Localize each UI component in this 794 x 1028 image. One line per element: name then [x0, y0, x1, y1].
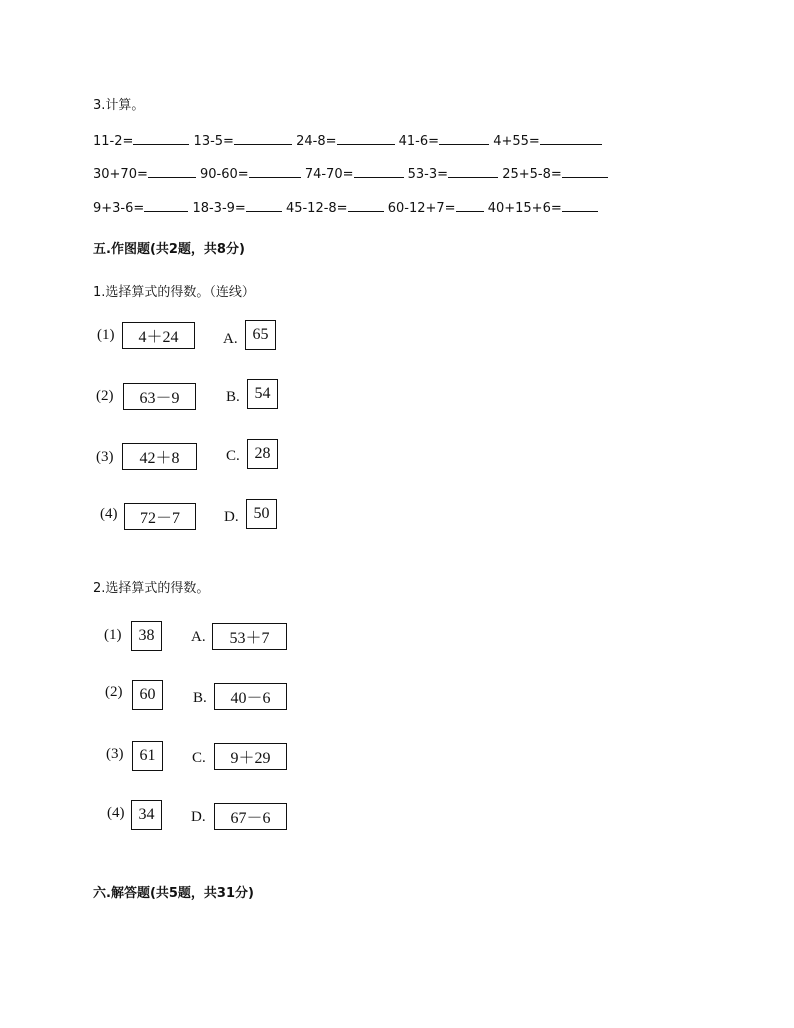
answer-blank[interactable] — [448, 165, 498, 178]
q1-left-label: (2) — [96, 388, 114, 404]
q2-expression-box[interactable]: 9＋29 — [214, 743, 287, 770]
answer-blank[interactable] — [540, 132, 602, 145]
calc-item: 13-5= — [193, 134, 234, 149]
part5-heading: 五.作图题(共2题，共8分) — [93, 242, 245, 257]
q2-expression-box[interactable]: 40－6 — [214, 683, 287, 710]
calc-item: 9+3-6= — [93, 201, 145, 216]
calc-item: 41-6= — [398, 134, 440, 149]
calc-item: 40+15+6= — [487, 201, 562, 216]
answer-blank[interactable] — [562, 199, 598, 212]
calc-row-3 — [93, 199, 598, 216]
q2-right-label: D. — [191, 809, 206, 825]
answer-blank[interactable] — [562, 165, 608, 178]
calc-item: 18-3-9= — [192, 201, 246, 216]
q1-left-label: (4) — [100, 506, 118, 522]
q2-left-label: (4) — [107, 805, 125, 821]
q1-expression-box[interactable]: 42＋8 — [122, 443, 197, 470]
answer-blank[interactable] — [148, 165, 196, 178]
calc-row-2 — [93, 165, 608, 182]
answer-blank[interactable] — [439, 132, 489, 145]
answer-blank[interactable] — [337, 132, 395, 145]
calc-item: 90-60= — [200, 167, 249, 182]
section-title: 3.计算。 — [93, 98, 145, 113]
calc-item: 11-2= — [93, 134, 134, 149]
calc-item: 25+5-8= — [502, 167, 562, 182]
q1-left-label: (1) — [97, 327, 115, 343]
answer-blank[interactable] — [144, 199, 188, 212]
q1-answer-box[interactable]: 50 — [246, 499, 277, 529]
q1-right-label: C. — [226, 448, 240, 464]
q1-right-label: A. — [223, 331, 238, 347]
q1-left-label: (3) — [96, 449, 114, 465]
answer-blank[interactable] — [249, 165, 301, 178]
answer-blank[interactable] — [354, 165, 404, 178]
q1-answer-box[interactable]: 65 — [245, 320, 276, 350]
q1-expression-box[interactable]: 72－7 — [124, 503, 196, 530]
answer-blank[interactable] — [133, 132, 189, 145]
calc-item: 24-8= — [296, 134, 337, 149]
answer-blank[interactable] — [234, 132, 292, 145]
part6-heading: 六.解答题(共5题，共31分) — [93, 886, 254, 901]
calc-item: 74-70= — [304, 167, 354, 182]
q1-right-label: B. — [226, 389, 240, 405]
q1-answer-box[interactable]: 28 — [247, 439, 278, 469]
q2-expression-box[interactable]: 53＋7 — [212, 623, 287, 650]
q2-left-label: (3) — [106, 746, 124, 762]
q2-title: 2.选择算式的得数。 — [93, 581, 210, 596]
q2-right-label: A. — [191, 629, 206, 645]
answer-blank[interactable] — [246, 199, 282, 212]
answer-blank[interactable] — [348, 199, 384, 212]
q1-expression-box[interactable]: 4＋24 — [122, 322, 195, 349]
q2-right-label: B. — [193, 690, 207, 706]
calc-item: 30+70= — [93, 167, 148, 182]
calc-item: 60-12+7= — [387, 201, 456, 216]
q2-right-label: C. — [192, 750, 206, 766]
q2-number-box[interactable]: 61 — [132, 741, 163, 771]
calc-item: 4+55= — [493, 134, 540, 149]
q2-number-box[interactable]: 60 — [132, 680, 163, 710]
q2-expression-box[interactable]: 67－6 — [214, 803, 287, 830]
q2-left-label: (1) — [104, 627, 122, 643]
q1-expression-box[interactable]: 63－9 — [123, 383, 196, 410]
q2-left-label: (2) — [105, 684, 123, 700]
answer-blank[interactable] — [456, 199, 484, 212]
q2-number-box[interactable]: 34 — [131, 800, 162, 830]
q1-right-label: D. — [224, 509, 239, 525]
calc-item: 45-12-8= — [285, 201, 348, 216]
q1-answer-box[interactable]: 54 — [247, 379, 278, 409]
q1-title: 1.选择算式的得数。（连线） — [93, 285, 255, 300]
calc-item: 53-3= — [407, 167, 449, 182]
q2-number-box[interactable]: 38 — [131, 621, 162, 651]
calc-row-1 — [93, 132, 602, 149]
